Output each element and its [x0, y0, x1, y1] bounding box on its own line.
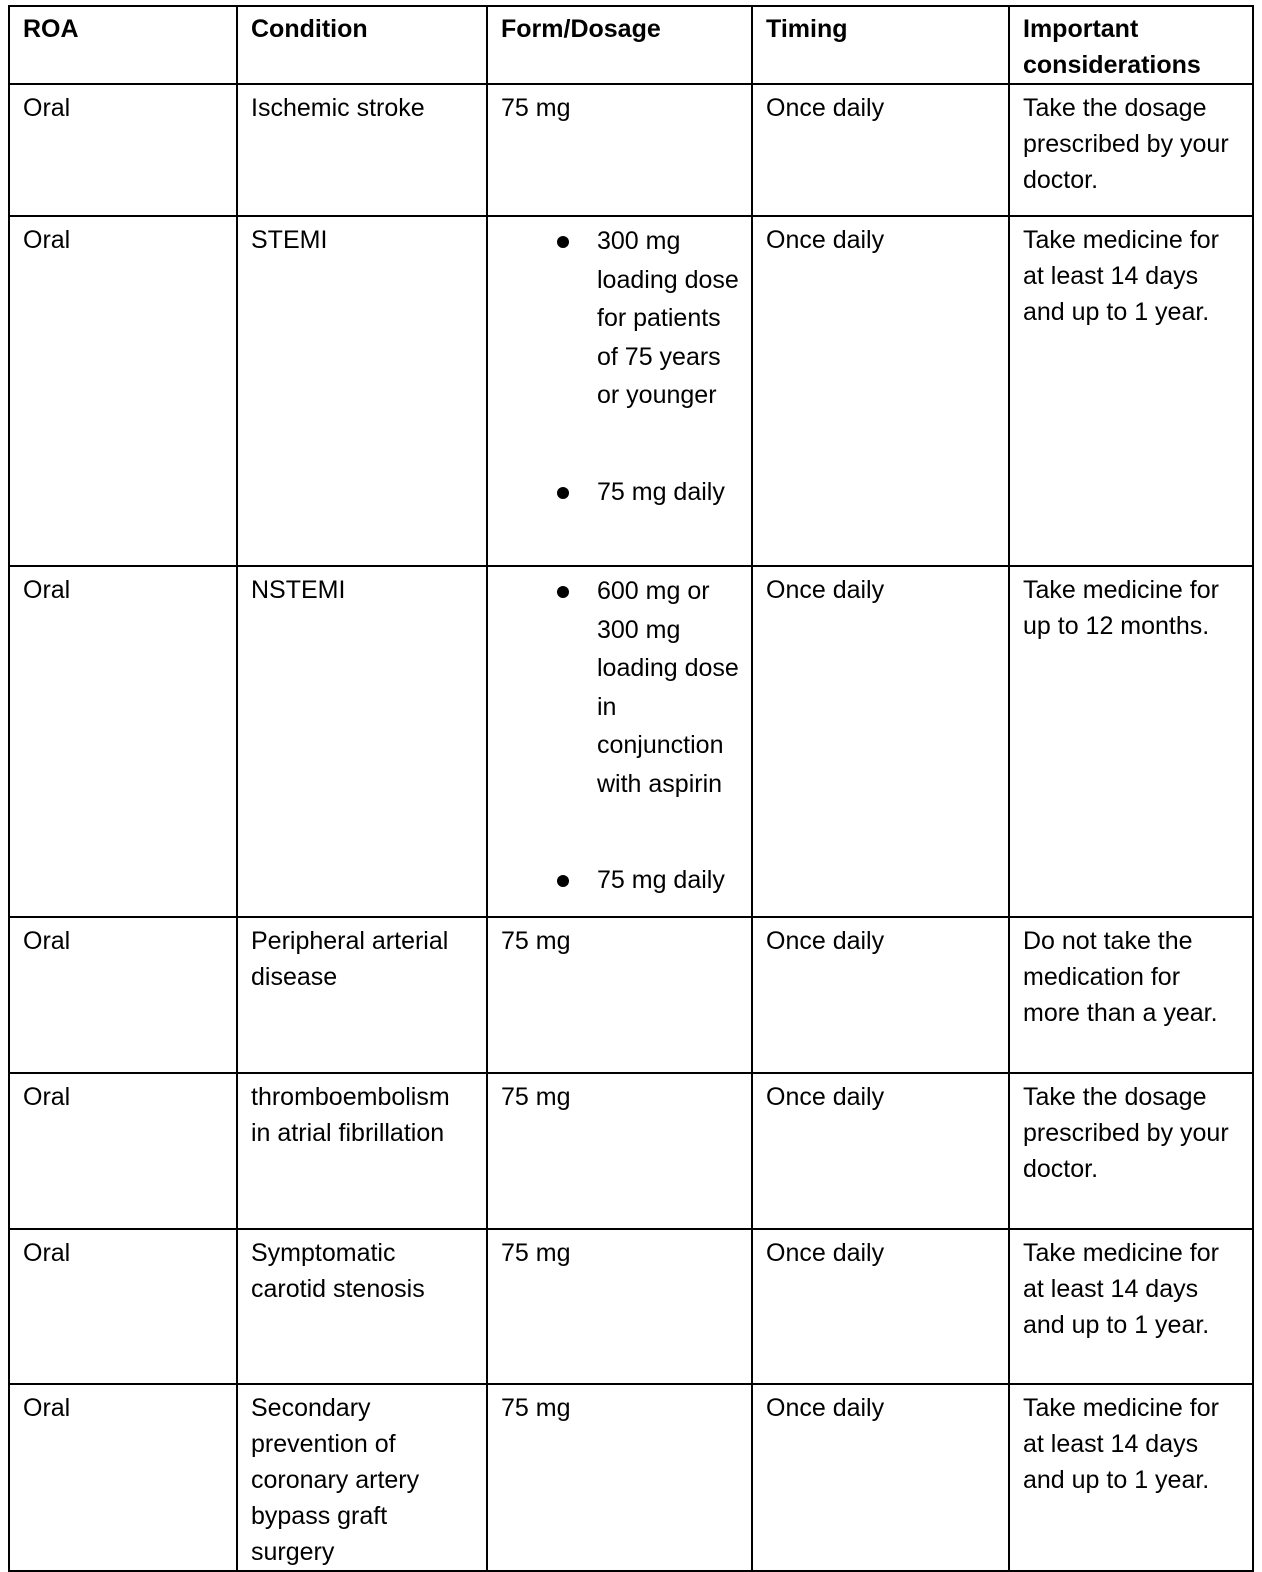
- cell-important: Do not take the medication for more than a year.: [1009, 917, 1253, 1073]
- cell-timing: Once daily: [752, 566, 1009, 917]
- cell-important: Take medicine for at least 14 days and up to 1 year.: [1009, 216, 1253, 566]
- cell-timing: Once daily: [752, 84, 1009, 216]
- header-condition: Condition: [237, 6, 487, 84]
- cell-important: Take the dosage prescribed by your doctor.: [1009, 1073, 1253, 1229]
- dosage-table: [8, 5, 1254, 1572]
- bullet-icon: [557, 487, 569, 499]
- dosage-list-item: 600 mg or 300 mg loading dose in conjunction with aspirin: [501, 572, 739, 803]
- table-row: [9, 84, 1253, 216]
- dosage-list-item: 75 mg daily: [501, 861, 739, 900]
- cell-condition: NSTEMI: [237, 566, 487, 917]
- header-form-dosage: Form/Dosage: [487, 6, 752, 84]
- table-header-row: [9, 6, 1253, 84]
- cell-roa: Oral: [9, 216, 237, 566]
- cell-condition: Peripheral arterial disease: [237, 917, 487, 1073]
- cell-condition: thromboembolism in atrial fibrillation: [237, 1073, 487, 1229]
- cell-form-dosage: 75 mg: [487, 917, 752, 1073]
- cell-timing: Once daily: [752, 1229, 1009, 1384]
- table-row: [9, 1384, 1253, 1571]
- cell-important: Take the dosage prescribed by your doctor.: [1009, 84, 1253, 216]
- cell-timing: Once daily: [752, 216, 1009, 566]
- cell-important: Take medicine for at least 14 days and up to 1 year.: [1009, 1229, 1253, 1384]
- cell-form-dosage: [487, 566, 752, 917]
- cell-roa: Oral: [9, 1229, 237, 1384]
- cell-roa: Oral: [9, 84, 237, 216]
- bullet-icon: [557, 586, 569, 598]
- dosage-list: [501, 222, 739, 511]
- cell-important: Take medicine for at least 14 days and up to 1 year.: [1009, 1384, 1253, 1571]
- cell-form-dosage: 75 mg: [487, 1073, 752, 1229]
- bullet-icon: [557, 236, 569, 248]
- cell-condition: Symptomatic carotid stenosis: [237, 1229, 487, 1384]
- cell-timing: Once daily: [752, 1384, 1009, 1571]
- header-timing: Timing: [752, 6, 1009, 84]
- cell-roa: Oral: [9, 917, 237, 1073]
- bullet-icon: [557, 875, 569, 887]
- cell-form-dosage: 75 mg: [487, 1384, 752, 1571]
- table-row: [9, 566, 1253, 917]
- cell-important: Take medicine for up to 12 months.: [1009, 566, 1253, 917]
- cell-roa: Oral: [9, 1073, 237, 1229]
- cell-form-dosage: [487, 216, 752, 566]
- dosage-list: [501, 572, 739, 900]
- dosage-list-item: 300 mg loading dose for patients of 75 years or younger: [501, 222, 739, 415]
- cell-form-dosage: 75 mg: [487, 1229, 752, 1384]
- cell-timing: Once daily: [752, 1073, 1009, 1229]
- table-row: [9, 216, 1253, 566]
- header-important-considerations: Important considerations: [1009, 6, 1253, 84]
- table-row: [9, 917, 1253, 1073]
- dosage-list-item: 75 mg daily: [501, 473, 739, 512]
- cell-timing: Once daily: [752, 917, 1009, 1073]
- header-roa: ROA: [9, 6, 237, 84]
- cell-condition: STEMI: [237, 216, 487, 566]
- table-row: [9, 1073, 1253, 1229]
- table-row: [9, 1229, 1253, 1384]
- cell-roa: Oral: [9, 566, 237, 917]
- cell-roa: Oral: [9, 1384, 237, 1571]
- cell-condition: Ischemic stroke: [237, 84, 487, 216]
- cell-condition: Secondary prevention of coronary artery bypass graft surgery: [237, 1384, 487, 1571]
- cell-form-dosage: 75 mg: [487, 84, 752, 216]
